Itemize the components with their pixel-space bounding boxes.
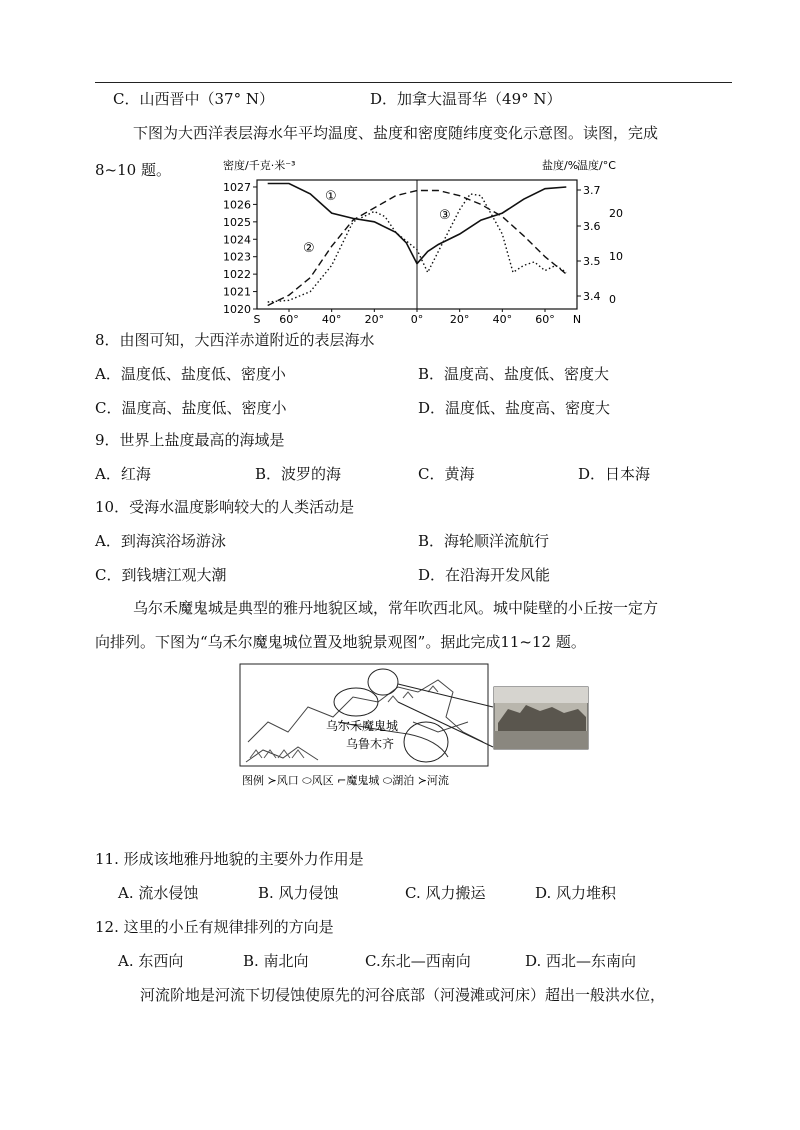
q11-option-b: B. 风力侵蚀 <box>258 884 339 902</box>
x-tick-label: N <box>572 313 582 326</box>
q8-option-b: B．温度高、盐度低、密度大 <box>418 365 610 383</box>
q12-option-c: C.东北—西南向 <box>365 952 471 970</box>
q12-option-b: B. 南北向 <box>243 952 309 970</box>
prev-option-d: D．加拿大温哥华（49° N） <box>370 90 562 108</box>
salinity-tick-label: 3.5 <box>583 255 601 268</box>
map-legend: 图例 ≻风口 ⬭风区 ⌐魔鬼城 ⬭湖泊 ≻河流 <box>242 774 449 787</box>
q9-option-a: A．红海 <box>95 465 151 483</box>
q10-option-a: A．到海滨浴场游泳 <box>95 532 226 550</box>
x-tick-label: 0° <box>410 313 424 326</box>
q9-stem: 9．世界上盐度最高的海域是 <box>95 431 285 449</box>
right-axis-label-salinity: 盐度/% <box>542 159 579 172</box>
x-tick-label: 40° <box>321 313 342 326</box>
q12-stem: 12. 这里的小丘有规律排列的方向是 <box>95 918 334 936</box>
q11-option-a: A. 流水侵蚀 <box>118 884 199 902</box>
intro-paragraph-2-line-2: 向排列。下图为“乌禾尔魔鬼城位置及地貌景观图”。据此完成11~12 题。 <box>95 633 586 651</box>
x-tick-label: 60° <box>535 313 555 326</box>
series-label-3: ③ <box>439 208 451 223</box>
left-tick-label: 1024 <box>223 233 251 247</box>
salinity-tick-label: 3.6 <box>583 220 601 233</box>
q12-option-d: D. 西北—东南向 <box>525 952 637 970</box>
map-label-city: 乌尔禾魔鬼城 <box>326 719 399 733</box>
series-label-2: ② <box>303 241 315 256</box>
q11-stem: 11. 形成该地雅丹地貌的主要外力作用是 <box>95 850 364 868</box>
prev-option-c: C．山西晋中（37° N） <box>113 90 274 108</box>
q10-option-d: D．在沿海开发风能 <box>418 566 551 584</box>
q10-option-b: B．海轮顺洋流航行 <box>418 532 550 550</box>
left-tick-label: 1021 <box>223 285 251 299</box>
q10-stem: 10．受海水温度影响较大的人类活动是 <box>95 498 355 516</box>
map-label-urumqi: 乌鲁木齐 <box>346 737 395 751</box>
left-tick-label: 1020 <box>223 303 251 316</box>
header-rule <box>95 82 732 83</box>
left-axis-label: 密度/千克·米⁻³ <box>223 159 296 172</box>
q8-stem: 8．由图可知，大西洋赤道附近的表层海水 <box>95 331 375 349</box>
q9-option-b: B．波罗的海 <box>255 465 342 483</box>
x-tick-label: 40° <box>492 313 513 326</box>
temperature-tick-label: 20 <box>609 207 623 220</box>
intro-paragraph-1-line-1: 下图为大西洋表层海水年平均温度、盐度和密度随纬度变化示意图。读图，完成 <box>133 124 659 142</box>
x-tick-label: 20° <box>364 313 385 326</box>
q12-option-a: A. 东西向 <box>118 952 184 970</box>
x-tick-label: 20° <box>449 313 470 326</box>
left-tick-label: 1022 <box>223 268 251 282</box>
map-figure <box>238 662 593 790</box>
right-axis-label-temperature: 温度/°C <box>577 159 616 172</box>
q9-option-d: D．日本海 <box>578 465 651 483</box>
q9-option-c: C．黄海 <box>418 465 475 483</box>
q8-option-c: C．温度高、盐度低、密度小 <box>95 399 287 417</box>
x-tick-label: S <box>253 313 261 326</box>
salinity-tick-label: 3.7 <box>583 184 601 197</box>
intro-paragraph-2-line-1: 乌尔禾魔鬼城是典型的雅丹地貌区域，常年吹西北风。城中陡壁的小丘按一定方 <box>133 599 659 617</box>
intro-paragraph-3-line-1: 河流阶地是河流下切侵蚀使原先的河谷底部（河漫滩或河床）超出一般洪水位， <box>140 986 666 1004</box>
x-tick-label: 60° <box>279 313 299 326</box>
left-tick-label: 1027 <box>223 180 251 194</box>
intro-paragraph-1-line-2: 8~10 题。 <box>95 161 171 179</box>
left-tick-label: 1026 <box>223 198 251 212</box>
landscape-photo <box>494 687 588 749</box>
temperature-tick-label: 10 <box>609 250 623 263</box>
salinity-tick-label: 3.4 <box>583 290 601 303</box>
q11-option-d: D. 风力堆积 <box>535 884 617 902</box>
temperature-tick-label: 0 <box>609 293 616 306</box>
q11-option-c: C. 风力搬运 <box>405 884 486 902</box>
series-label-1: ① <box>325 189 337 204</box>
q8-option-d: D．温度低、盐度高、密度大 <box>418 399 611 417</box>
left-tick-label: 1023 <box>223 250 251 264</box>
left-tick-label: 1025 <box>223 215 251 229</box>
q8-option-a: A．温度低、盐度低、密度小 <box>95 365 286 383</box>
atlantic-chart <box>215 155 623 326</box>
q10-option-c: C．到钱塘江观大潮 <box>95 566 227 584</box>
